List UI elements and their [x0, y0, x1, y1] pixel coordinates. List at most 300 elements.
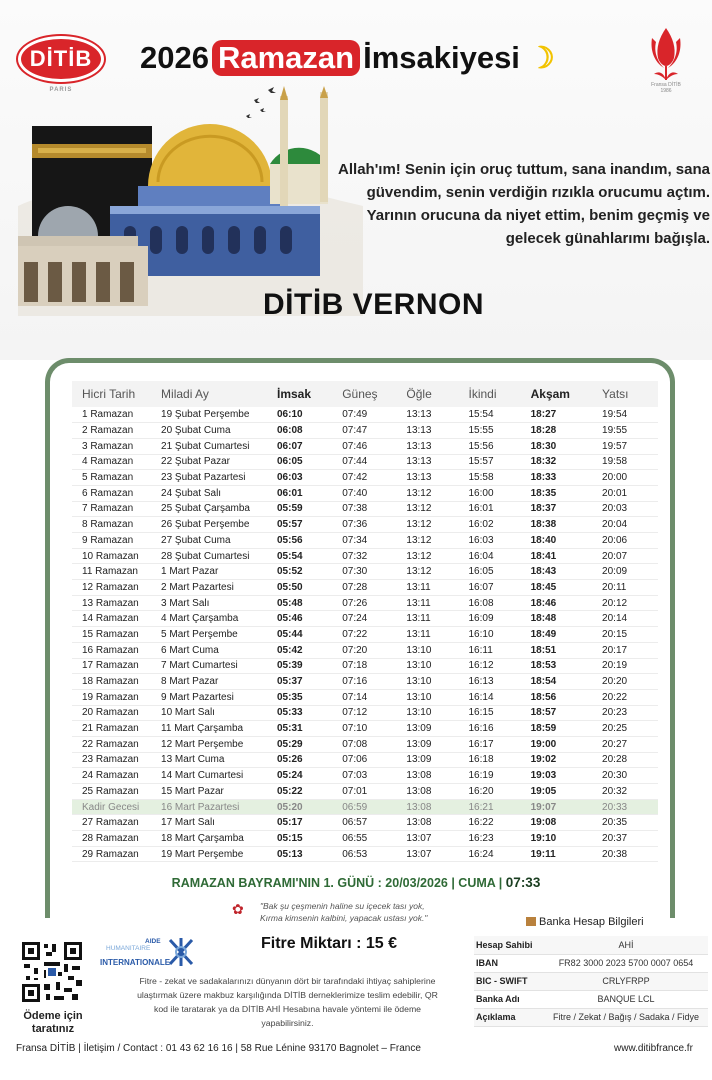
bank-table [474, 936, 708, 1027]
table-cell: 15:58 [469, 470, 531, 486]
table-cell: 18:48 [531, 611, 602, 627]
table-cell: 05:50 [277, 580, 342, 596]
header-gunes: Güneş [342, 381, 406, 407]
table-row [72, 533, 658, 549]
website-link[interactable]: www.ditibfrance.fr [614, 1043, 693, 1054]
table-cell: 07:26 [342, 595, 406, 611]
table-cell: 19:00 [531, 736, 602, 752]
holy-sites-illustration [18, 86, 363, 316]
title-highlight: Ramazan [212, 40, 360, 76]
table-cell: 10 Mart Salı [161, 705, 277, 721]
table-cell: 07:24 [342, 611, 406, 627]
table-cell: 18:51 [531, 642, 602, 658]
table-cell: 18:40 [531, 533, 602, 549]
table-cell: 20:17 [602, 642, 658, 658]
table-cell: 19:10 [531, 831, 602, 847]
table-cell: 27 Şubat Cuma [161, 533, 277, 549]
quote-line-2: Kırma kimsenin kalbini, yapacak ustası yok." [260, 913, 428, 923]
table-row [72, 470, 658, 486]
table-cell: 25 Şubat Çarşamba [161, 501, 277, 517]
table-cell: 18 Ramazan [72, 674, 161, 690]
table-cell: 13:13 [406, 454, 468, 470]
table-cell: 18:28 [531, 423, 602, 439]
table-cell: 16:19 [469, 768, 531, 784]
table-row [72, 658, 658, 674]
table-cell: 20 Ramazan [72, 705, 161, 721]
table-cell: 20:32 [602, 784, 658, 800]
aide-emblem-icon [166, 936, 196, 968]
table-cell: 05:22 [277, 784, 342, 800]
table-cell: 18:45 [531, 580, 602, 596]
title-year: 2026 [140, 40, 209, 75]
table-cell: 06:59 [342, 799, 406, 815]
rose-icon: ✿ [232, 901, 244, 917]
table-cell: 07:46 [342, 438, 406, 454]
fitre-description: Fitre - zekat ve sadakalarınızı dünyanın dört bir tarafındaki ihtiyaç sahiplerine ulaştırmak üzere makbuz karşılığında DİTİB derneklerimize teslim edebilir, QR kod ile taratarak ya da DİTİB AHİ Hesabına havale yöntemi ile ödeme yapabilirsiniz. [137, 976, 438, 1028]
fitre-title: Fitre Miktarı : 15 € [261, 935, 398, 952]
table-cell: 13:13 [406, 423, 468, 439]
table-cell: 15 Ramazan [72, 627, 161, 643]
bank-row: Banka Adı BANQUE LCL [474, 990, 708, 1008]
table-cell: 07:20 [342, 642, 406, 658]
table-cell: 13:12 [406, 485, 468, 501]
table-cell: 19:54 [602, 407, 658, 423]
table-cell: 20:28 [602, 752, 658, 768]
table-cell: 05:57 [277, 517, 342, 533]
table-cell: 07:40 [342, 485, 406, 501]
table-cell: 16:10 [469, 627, 531, 643]
table-row [72, 564, 658, 580]
table-cell: 13:10 [406, 658, 468, 674]
table-cell: 16:17 [469, 736, 531, 752]
table-cell: 18:46 [531, 595, 602, 611]
table-cell: 5 Mart Perşembe [161, 627, 277, 643]
table-cell: 06:55 [342, 831, 406, 847]
table-cell: 18:27 [531, 407, 602, 423]
table-cell: 13 Ramazan [72, 595, 161, 611]
box-icon [526, 917, 536, 926]
table-cell: 18:59 [531, 721, 602, 737]
table-cell: 05:24 [277, 768, 342, 784]
table-cell: 13:07 [406, 831, 468, 847]
table-row [72, 485, 658, 501]
table-cell: 19:11 [531, 846, 602, 862]
table-cell: 13:11 [406, 627, 468, 643]
table-cell: 05:54 [277, 548, 342, 564]
table-cell: 05:33 [277, 705, 342, 721]
table-cell: 16:08 [469, 595, 531, 611]
table-cell: 05:56 [277, 533, 342, 549]
table-cell: 05:29 [277, 736, 342, 752]
table-cell: 07:36 [342, 517, 406, 533]
table-cell: 20:37 [602, 831, 658, 847]
table-cell: 14 Mart Cumartesi [161, 768, 277, 784]
table-cell: 27 Ramazan [72, 815, 161, 831]
table-cell: 29 Ramazan [72, 846, 161, 862]
table-cell: 2 Ramazan [72, 423, 161, 439]
crescent-moon-icon: ☽ [527, 41, 555, 75]
table-cell: 18:56 [531, 689, 602, 705]
table-cell: 20:38 [602, 846, 658, 862]
table-cell: 13:12 [406, 548, 468, 564]
table-cell: 20 Şubat Cuma [161, 423, 277, 439]
table-cell: 18:41 [531, 548, 602, 564]
table-cell: 16:09 [469, 611, 531, 627]
table-row [72, 815, 658, 831]
logo-sub: PARIS [49, 87, 73, 93]
table-row [72, 438, 658, 454]
table-cell: 15:55 [469, 423, 531, 439]
table-row [72, 752, 658, 768]
table-row [72, 407, 658, 423]
bank-row: Hesap Sahibi AHİ [474, 936, 708, 954]
table-cell: 8 Ramazan [72, 517, 161, 533]
table-cell: 1 Ramazan [72, 407, 161, 423]
table-cell: 05:26 [277, 752, 342, 768]
table-cell: 18:35 [531, 485, 602, 501]
table-row [72, 595, 658, 611]
table-cell: 6 Mart Cuma [161, 642, 277, 658]
table-cell: 20:27 [602, 736, 658, 752]
table-cell: 13:10 [406, 674, 468, 690]
table-row [72, 736, 658, 752]
table-cell: 4 Ramazan [72, 454, 161, 470]
table-cell: 20:11 [602, 580, 658, 596]
table-cell: 7 Mart Cumartesi [161, 658, 277, 674]
table-cell: 05:52 [277, 564, 342, 580]
table-cell: 13 Mart Cuma [161, 752, 277, 768]
table-cell: 4 Mart Çarşamba [161, 611, 277, 627]
table-row [72, 768, 658, 784]
table-cell: 07:32 [342, 548, 406, 564]
table-cell: 24 Şubat Salı [161, 485, 277, 501]
table-cell: 07:03 [342, 768, 406, 784]
table-cell: 20:30 [602, 768, 658, 784]
table-row [72, 831, 658, 847]
table-cell: 07:28 [342, 580, 406, 596]
table-cell: 19:57 [602, 438, 658, 454]
table-cell: 15:54 [469, 407, 531, 423]
table-cell: 20:09 [602, 564, 658, 580]
table-cell: 06:05 [277, 454, 342, 470]
page-title [140, 40, 555, 76]
table-cell: 20:14 [602, 611, 658, 627]
table-cell: 16:01 [469, 501, 531, 517]
table-cell: 19 Mart Perşembe [161, 846, 277, 862]
table-cell: 19:07 [531, 799, 602, 815]
title-rest: İmsakiyesi [363, 40, 520, 75]
table-cell: 14 Ramazan [72, 611, 161, 627]
table-cell: 13:10 [406, 689, 468, 705]
table-cell: 05:48 [277, 595, 342, 611]
table-cell: 3 Ramazan [72, 438, 161, 454]
imsakiye-table [72, 381, 658, 862]
table-cell: 06:07 [277, 438, 342, 454]
table-cell: 25 Ramazan [72, 784, 161, 800]
table-cell: 1 Mart Pazar [161, 564, 277, 580]
table-cell: 05:59 [277, 501, 342, 517]
footer-contact: Fransa DİTİB | İletişim / Contact : 01 43 62 16 16 | 58 Rue Lénine 93170 Bagnolet – France [16, 1043, 421, 1054]
table-cell: 07:14 [342, 689, 406, 705]
bayram-banner [0, 875, 712, 890]
table-cell: 05:37 [277, 674, 342, 690]
table-cell: 13:13 [406, 470, 468, 486]
table-cell: 06:01 [277, 485, 342, 501]
table-body [72, 407, 658, 862]
table-cell: 12 Mart Perşembe [161, 736, 277, 752]
table-cell: 17 Ramazan [72, 658, 161, 674]
table-header-row [72, 381, 658, 407]
table-cell: 13:11 [406, 595, 468, 611]
table-cell: 18:37 [531, 501, 602, 517]
table-cell: 19:55 [602, 423, 658, 439]
table-cell: 12 Ramazan [72, 580, 161, 596]
table-cell: 06:08 [277, 423, 342, 439]
table-cell: Kadir Gecesi [72, 799, 161, 815]
table-cell: 18:54 [531, 674, 602, 690]
table-cell: 20:06 [602, 533, 658, 549]
table-cell: 19:58 [602, 454, 658, 470]
table-cell: 9 Ramazan [72, 533, 161, 549]
table-cell: 07:16 [342, 674, 406, 690]
table-cell: 07:10 [342, 721, 406, 737]
table-cell: 18:53 [531, 658, 602, 674]
table-cell: 18:38 [531, 517, 602, 533]
table-cell: 16:21 [469, 799, 531, 815]
table-cell: 18 Mart Çarşamba [161, 831, 277, 847]
table-cell: 18:33 [531, 470, 602, 486]
table-cell: 15:57 [469, 454, 531, 470]
table-cell: 6 Ramazan [72, 485, 161, 501]
header-yatsi: Yatsı [602, 381, 658, 407]
tulip-caption: Fransa DİTİB 1986 [651, 82, 681, 94]
table-cell: 9 Mart Pazartesi [161, 689, 277, 705]
table-cell: 19:03 [531, 768, 602, 784]
table-cell: 13:11 [406, 580, 468, 596]
table-cell: 16:15 [469, 705, 531, 721]
tulip-icon [644, 24, 688, 84]
table-cell: 16:12 [469, 658, 531, 674]
table-cell: 13:12 [406, 564, 468, 580]
bank-row: Açıklama Fitre / Zekat / Bağış / Sadaka / Fidye [474, 1008, 708, 1026]
ditib-logo [18, 36, 104, 93]
table-cell: 20:12 [602, 595, 658, 611]
table-row [72, 705, 658, 721]
table-row [72, 642, 658, 658]
table-cell: 16:00 [469, 485, 531, 501]
table-cell: 20:33 [602, 799, 658, 815]
table-cell: 07:44 [342, 454, 406, 470]
table-cell: 13:09 [406, 736, 468, 752]
table-row [72, 799, 658, 815]
table-cell: 07:38 [342, 501, 406, 517]
table-cell: 19 Şubat Perşembe [161, 407, 277, 423]
table-cell: 07:22 [342, 627, 406, 643]
table-cell: 06:57 [342, 815, 406, 831]
table-cell: 8 Mart Pazar [161, 674, 277, 690]
table-row [72, 674, 658, 690]
header [0, 0, 712, 360]
table-cell: 16 Ramazan [72, 642, 161, 658]
qr-code[interactable] [20, 940, 84, 1004]
table-cell: 22 Şubat Pazar [161, 454, 277, 470]
table-cell: 07:01 [342, 784, 406, 800]
table-cell: 13:09 [406, 752, 468, 768]
bank-row: IBAN FR82 3000 2023 5700 0007 0654 [474, 954, 708, 972]
table-cell: 19 Ramazan [72, 689, 161, 705]
table-row [72, 627, 658, 643]
table-cell: 18:30 [531, 438, 602, 454]
table-cell: 18:57 [531, 705, 602, 721]
table-cell: 13:13 [406, 407, 468, 423]
table-cell: 18:43 [531, 564, 602, 580]
table-row [72, 846, 658, 862]
table-cell: 7 Ramazan [72, 501, 161, 517]
table-cell: 05:20 [277, 799, 342, 815]
table-cell: 19:02 [531, 752, 602, 768]
header-ikindi: İkindi [469, 381, 531, 407]
table-cell: 13:12 [406, 501, 468, 517]
table-cell: 16:03 [469, 533, 531, 549]
qr-label: Ödeme için taratınız [23, 1010, 83, 1035]
table-cell: 23 Ramazan [72, 752, 161, 768]
table-cell: 21 Ramazan [72, 721, 161, 737]
header-miladi: Miladi Ay [161, 381, 277, 407]
table-cell: 20:20 [602, 674, 658, 690]
header-ogle: Öğle [406, 381, 468, 407]
table-row [72, 423, 658, 439]
table-cell: 15:56 [469, 438, 531, 454]
table-row [72, 501, 658, 517]
table-cell: 18:32 [531, 454, 602, 470]
logo-text: DİTİB [29, 46, 93, 71]
table-cell: 11 Mart Çarşamba [161, 721, 277, 737]
imsakiye-table-card [45, 358, 675, 918]
table-cell: 16:07 [469, 580, 531, 596]
table-cell: 13:12 [406, 533, 468, 549]
table-cell: 13:10 [406, 705, 468, 721]
header-aksam: Akşam [531, 381, 602, 407]
table-cell: 13:08 [406, 768, 468, 784]
table-cell: 20:22 [602, 689, 658, 705]
bayram-text: RAMAZAN BAYRAMI'NIN 1. GÜNÜ : 20/03/2026 | CUMA | [171, 876, 503, 890]
table-cell: 18:49 [531, 627, 602, 643]
table-cell: 07:34 [342, 533, 406, 549]
table-cell: 07:18 [342, 658, 406, 674]
quote [232, 900, 500, 924]
table-cell: 20:19 [602, 658, 658, 674]
table-cell: 24 Ramazan [72, 768, 161, 784]
city-name: DİTİB VERNON [263, 288, 485, 321]
table-cell: 05:31 [277, 721, 342, 737]
table-cell: 07:06 [342, 752, 406, 768]
table-cell: 19:05 [531, 784, 602, 800]
table-cell: 2 Mart Pazartesi [161, 580, 277, 596]
table-cell: 17 Mart Salı [161, 815, 277, 831]
table-cell: 07:30 [342, 564, 406, 580]
table-cell: 20:01 [602, 485, 658, 501]
quote-line-1: "Bak şu çeşmenin haline su içecek tası yok, [260, 901, 425, 911]
table-cell: 10 Ramazan [72, 548, 161, 564]
table-cell: 07:08 [342, 736, 406, 752]
table-cell: 20:03 [602, 501, 658, 517]
table-cell: 16:23 [469, 831, 531, 847]
header-imsak: İmsak [277, 381, 342, 407]
table-cell: 05:13 [277, 846, 342, 862]
table-cell: 05:15 [277, 831, 342, 847]
table-cell: 06:03 [277, 470, 342, 486]
table-cell: 16:11 [469, 642, 531, 658]
table-cell: 07:47 [342, 423, 406, 439]
table-cell: 13:07 [406, 846, 468, 862]
table-row [72, 517, 658, 533]
table-row [72, 580, 658, 596]
table-cell: 13:09 [406, 721, 468, 737]
table-cell: 26 Şubat Perşembe [161, 517, 277, 533]
table-cell: 16:04 [469, 548, 531, 564]
table-row [72, 689, 658, 705]
table-cell: 13:08 [406, 815, 468, 831]
table-cell: 22 Ramazan [72, 736, 161, 752]
table-cell: 21 Şubat Cumartesi [161, 438, 277, 454]
table-cell: 20:04 [602, 517, 658, 533]
prayer-text: Allah'ım! Senin için oruç tuttum, sana inandım, sana güvendim, senin verdiğin rızıkla orucumu açtım. Yarının orucuna da niyet ettim, benim geçmiş ve gelecek günahlarımı bağışla. [338, 161, 710, 247]
table-cell: 11 Ramazan [72, 564, 161, 580]
table-cell: 07:42 [342, 470, 406, 486]
table-cell: 05:39 [277, 658, 342, 674]
table-cell: 5 Ramazan [72, 470, 161, 486]
table-cell: 16:18 [469, 752, 531, 768]
table-cell: 19:08 [531, 815, 602, 831]
table-cell: 13:08 [406, 799, 468, 815]
table-row [72, 454, 658, 470]
table-cell: 05:44 [277, 627, 342, 643]
table-cell: 20:35 [602, 815, 658, 831]
table-cell: 13:10 [406, 642, 468, 658]
table-cell: 06:53 [342, 846, 406, 862]
tulip-logo [644, 24, 688, 94]
table-cell: 16:16 [469, 721, 531, 737]
table-cell: 28 Ramazan [72, 831, 161, 847]
table-cell: 13:11 [406, 611, 468, 627]
table-cell: 05:35 [277, 689, 342, 705]
table-cell: 06:10 [277, 407, 342, 423]
table-cell: 05:46 [277, 611, 342, 627]
table-cell: 23 Şubat Pazartesi [161, 470, 277, 486]
table-cell: 05:42 [277, 642, 342, 658]
table-cell: 13:13 [406, 438, 468, 454]
table-cell: 20:23 [602, 705, 658, 721]
table-row [72, 784, 658, 800]
bank-row: BIC - SWIFT CRLYFRPP [474, 972, 708, 990]
table-cell: 20:15 [602, 627, 658, 643]
table-cell: 15 Mart Pazar [161, 784, 277, 800]
table-cell: 16:20 [469, 784, 531, 800]
table-row [72, 548, 658, 564]
bayram-time: 07:33 [505, 875, 541, 890]
table-cell: 05:17 [277, 815, 342, 831]
table-cell: 28 Şubat Cumartesi [161, 548, 277, 564]
table-cell: 20:00 [602, 470, 658, 486]
table-cell: 16:13 [469, 674, 531, 690]
table-cell: 20:25 [602, 721, 658, 737]
table-cell: 07:49 [342, 407, 406, 423]
table-cell: 16:14 [469, 689, 531, 705]
table-row [72, 721, 658, 737]
table-cell: 16:24 [469, 846, 531, 862]
table-cell: 07:12 [342, 705, 406, 721]
table-cell: 20:07 [602, 548, 658, 564]
